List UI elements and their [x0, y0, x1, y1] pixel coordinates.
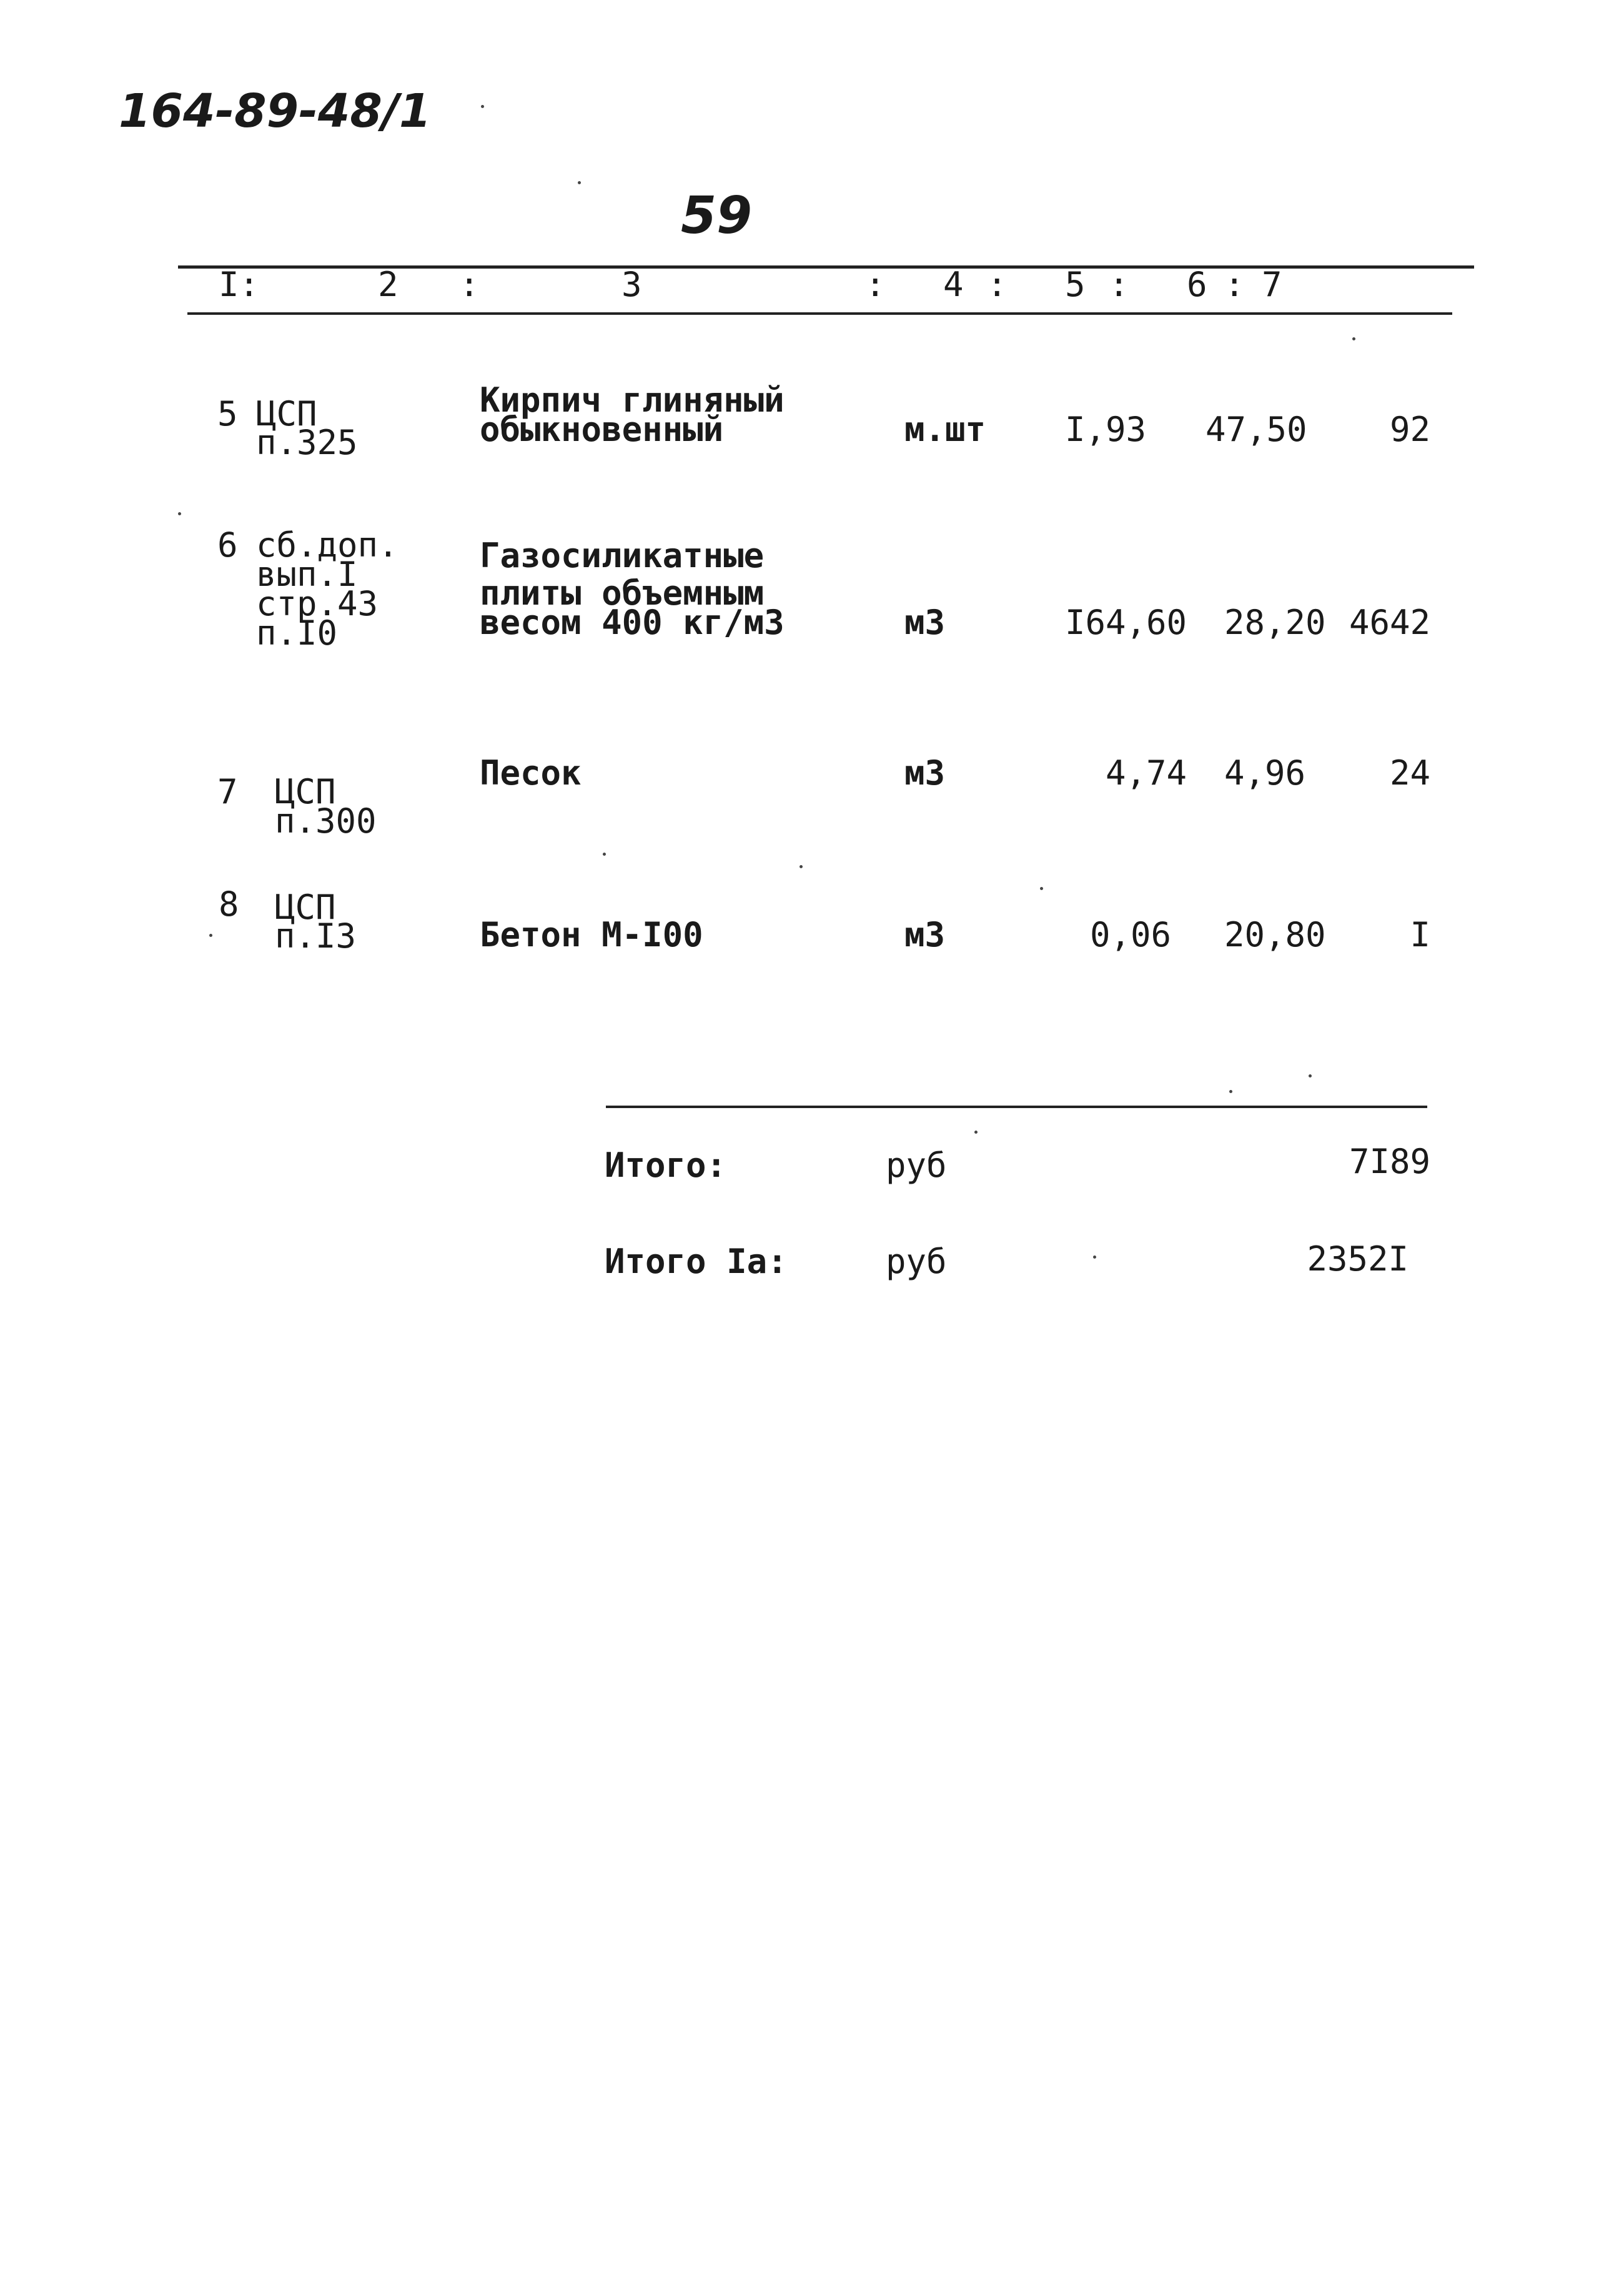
row-source: стр.43 [256, 584, 379, 623]
row-number: 7 [217, 772, 238, 811]
total-value: 2352I [1307, 1239, 1409, 1279]
row-source: п.I3 [275, 916, 357, 956]
row-price: 28,20 [1224, 603, 1326, 642]
column-header-3: 3 [621, 265, 642, 304]
row-price: 20,80 [1224, 915, 1326, 954]
row-name: плиты объемным [480, 573, 765, 613]
row-name: Кирпич глиняный [480, 380, 785, 420]
row-unit: м.шт [904, 410, 986, 449]
total-unit: руб [886, 1146, 947, 1185]
row-price: 4,96 [1224, 753, 1306, 793]
column-separator: : [865, 265, 886, 304]
row-source: п.I0 [256, 613, 338, 653]
row-number: 6 [217, 525, 238, 565]
row-name: обыкновенный [480, 410, 724, 449]
row-quantity: I64,60 [1065, 603, 1187, 642]
row-number: 5 [217, 394, 238, 433]
document-number: 164-89-48/1 [119, 84, 432, 138]
column-header-7: 7 [1262, 265, 1282, 304]
column-separator: : [987, 265, 1008, 304]
row-quantity: 4,74 [1105, 753, 1187, 793]
column-separator: : [459, 265, 480, 304]
row-number: 8 [219, 884, 239, 924]
row-source: ЦСП [256, 394, 317, 433]
row-source: сб.доп. [256, 525, 399, 565]
row-name: весом 400 кг/м3 [480, 603, 785, 642]
column-header-5: 5 [1065, 265, 1086, 304]
row-source: вып.I [256, 555, 358, 594]
row-sum: 4642 [1349, 603, 1430, 642]
total-label: Итого Iа: [605, 1242, 788, 1281]
row-quantity: I,93 [1065, 410, 1147, 449]
row-unit: м3 [904, 603, 946, 642]
total-label: Итого: [605, 1146, 727, 1185]
row-source: ЦСП [275, 888, 336, 927]
row-quantity: 0,06 [1089, 915, 1171, 954]
row-unit: м3 [904, 915, 946, 954]
column-separator: : [1224, 265, 1245, 304]
row-unit: м3 [904, 753, 946, 793]
row-name: Песок [480, 753, 582, 793]
row-source: ЦСП [275, 772, 336, 811]
row-sum: 24 [1389, 753, 1430, 793]
row-source: п.300 [275, 801, 377, 841]
column-separator: : [1109, 265, 1129, 304]
row-name: Газосиликатные [480, 536, 765, 575]
row-name: Бетон М-I00 [480, 915, 703, 954]
column-header-4: 4 [943, 265, 964, 304]
column-header-6: 6 [1187, 265, 1207, 304]
totals-rule [606, 1106, 1427, 1108]
total-value: 7I89 [1349, 1142, 1430, 1181]
row-sum: I [1410, 915, 1430, 954]
column-header-1: I: [219, 265, 260, 304]
header-bottom-rule [187, 312, 1452, 315]
total-unit: руб [886, 1242, 947, 1281]
page-number: 59 [681, 186, 753, 245]
row-sum: 92 [1389, 410, 1430, 449]
row-price: 47,50 [1206, 410, 1307, 449]
column-header-2: 2 [378, 265, 399, 304]
row-source: п.325 [256, 423, 358, 462]
